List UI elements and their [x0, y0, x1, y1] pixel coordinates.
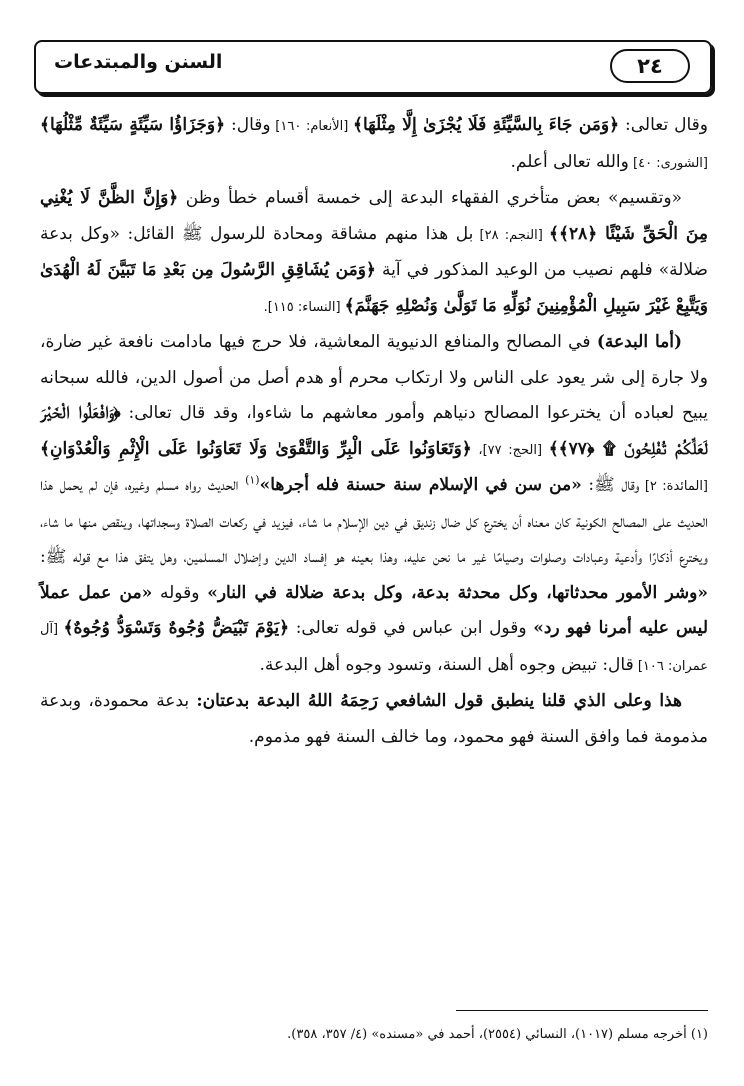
quran-verse: ﴿وَمَن جَاءَ بِالسَّيِّئَةِ فَلَا يُجْزَىٰ إِلَّا مِثْلَهَا﴾ — [353, 115, 620, 135]
hadith-quote: «من عمل عملاً ليس عليه أمرنا فهو رد» — [40, 582, 708, 638]
footnote: (١) أخرجه مسلم (١٠١٧)، النسائي (٢٥٥٤)، أحمد في «مسنده» (٤/ ٣٥٧، ٣٥٨). — [287, 1027, 708, 1042]
quran-verse: ﴿يَوْمَ تَبْيَضُّ وُجُوهٌ وَتَسْوَدُّ وُجُوهٌ﴾ — [63, 618, 290, 638]
quran-verse: ﴿وَتَعَاوَنُوا عَلَى الْبِرِّ وَالتَّقْوَىٰ وَلَا تَعَاوَنُوا عَلَى الْإِثْمِ وَالْعُدْوَانِ﴾ — [40, 438, 472, 459]
verse-reference: [الأنعام: ١٦٠] — [270, 119, 354, 134]
header-title: السنن والمبتدعات — [54, 51, 223, 73]
paragraph-1: وقال تعالى: ﴿وَمَن جَاءَ بِالسَّيِّئَةِ فَلَا يُجْزَىٰ إِلَّا مِثْلَهَا﴾ [الأنعام: ١٦٠] وقال: ﴿وَجَزَاؤُا سَيِّئَةٍ سَيِّئَةٌ مِّثْلُهَا﴾ [الشورى: ٤٠] والله تعالى أعلم. — [40, 115, 708, 172]
hadith-quote: «من سن في الإسلام سنة حسنة فله أجرها» — [259, 475, 582, 495]
running-header — [34, 40, 712, 94]
quran-verse: ﴿وَإِنَّ الظَّنَّ لَا يُغْنِي مِنَ الْحَقِّ شَيْئًا ﴿٢٨﴾﴾ — [40, 188, 708, 244]
verse-reference: [الحج: ٧٧]، — [471, 442, 549, 458]
paragraph-3: (أما البدعة) في المصالح والمنافع الدنيوية المعاشية، فلا حرج فيها مادامت نافعة غير ضارة، ولا جارة إلى شر يعود على الناس ولا ارتكاب محرم أو هدم أصل من أصول الدين، فالله سبحانه يبيح لعباده أن يخترعوا المصالح دنياهم وأمور معاشهم ما شاءوا، وقد قال تعالى: ﴿وَافْعَلُوا الْخَيْرَ لَعَلَّكُمْ تُفْلِحُونَ ۩ ﴿٧٧﴾﴾ [الحج: ٧٧]، ﴿وَتَعَاوَنُوا عَلَى الْبِرِّ وَالتَّقْوَىٰ وَلَا تَعَاوَنُوا عَلَى الْإِثْمِ وَالْعُدْوَانِ﴾ [المائدة: ٢] وقال ﷺ: «من سن في الإسلام سنة حسنة فله أجرها»$^{(١)}$ الحديث رواه مسلم وغيره، فإن لم يحمل هذا الحديث على المصالح الكونية كان معناه أن يخترع كل ضال زنديق في دين الإسلام ما شاء، فيزيد في ركعات الصلاة وسجداتها، وينقص منها ما شاء، ويخترع أذكارًا وأدعية وعبادات وصلوات وصيامًا غير ما نحن عليه، وهذا بعينه هو إفساد الدين وإضلال المسلمين، وهل يتفق هذا مع قوله ﷺ: «وشر الأمور محدثاتها، وكل محدثة بدعة، وكل بدعة ضلالة في النار» وقوله «من عمل عملاً ليس عليه أمرنا فهو رد» وقول ابن عباس في قوله تعالى: ﴿يَوْمَ تَبْيَضُّ وُجُوهٌ وَتَسْوَدُّ وُجُوهٌ﴾ [آل عمران: ١٠٦] قال: تبيض وجوه أهل السنة، وتسود وجوه أهل البدعة. — [40, 332, 709, 675]
footnote-divider — [456, 1010, 708, 1011]
quran-verse: ﴿وَمَن يُشَاقِقِ الرَّسُولَ مِن بَعْدِ مَا تَبَيَّنَ لَهُ الْهُدَىٰ وَيَتَّبِعْ غَيْرَ سَبِيلِ الْمُؤْمِنِينَ نُوَلِّهِ مَا تَوَلَّىٰ وَنُصْلِهِ جَهَنَّمَ﴾ — [40, 260, 708, 316]
footnote-marker[interactable]: (١) — [245, 473, 260, 487]
page-number: ٢٤ — [610, 49, 690, 83]
main-text — [40, 108, 708, 755]
quran-verse: ﴿وَجَزَاؤُا سَيِّئَةٍ سَيِّئَةٌ مِّثْلُهَا﴾ — [40, 115, 226, 135]
paragraph-4: هذا وعلى الذي قلنا ينطبق قول الشافعي رَحِمَهُ اللهُ البدعة بدعتان: بدعة محمودة، وبدعة مذمومة فما وافق السنة فهو محمود، وما خالف السنة فهو مذموم. — [40, 691, 708, 747]
quran-verse: ﴿وَافْعَلُوا الْخَيْرَ لَعَلَّكُمْ تُفْلِحُونَ ۩ ﴿٧٧﴾﴾ — [40, 403, 708, 459]
verse-reference: [النجم: ٢٨] — [473, 227, 550, 243]
hadith-quote: «وشر الأمور محدثاتها، وكل محدثة بدعة، وكل بدعة ضلالة في النار» — [207, 582, 708, 603]
verse-reference: [المائدة: ٢] — [639, 479, 709, 494]
paragraph-2: «وتقسيم» بعض متأخري الفقهاء البدعة إلى خمسة أقسام خطأ وظن ﴿وَإِنَّ الظَّنَّ لَا يُغْنِي مِنَ الْحَقِّ شَيْئًا ﴿٢٨﴾﴾ [النجم: ٢٨] بل هذا منهم مشاقة ومحادة للرسول ﷺ القائل: «وكل بدعة ضلالة» فلهم نصيب من الوعيد المذكور في آية ﴿وَمَن يُشَاقِقِ الرَّسُولَ مِن بَعْدِ مَا تَبَيَّنَ لَهُ الْهُدَىٰ وَيَتَّبِعْ غَيْرَ سَبِيلِ الْمُؤْمِنِينَ نُوَلِّهِ مَا تَوَلَّىٰ وَنُصْلِهِ جَهَنَّمَ﴾ [النساء: ١١٥]. — [40, 188, 708, 316]
verse-reference: [الشورى: ٤٠] — [628, 155, 708, 171]
verse-reference: [النساء: ١١٥]. — [263, 299, 345, 315]
verse-reference: [آل عمران: ١٠٦] — [40, 622, 708, 674]
